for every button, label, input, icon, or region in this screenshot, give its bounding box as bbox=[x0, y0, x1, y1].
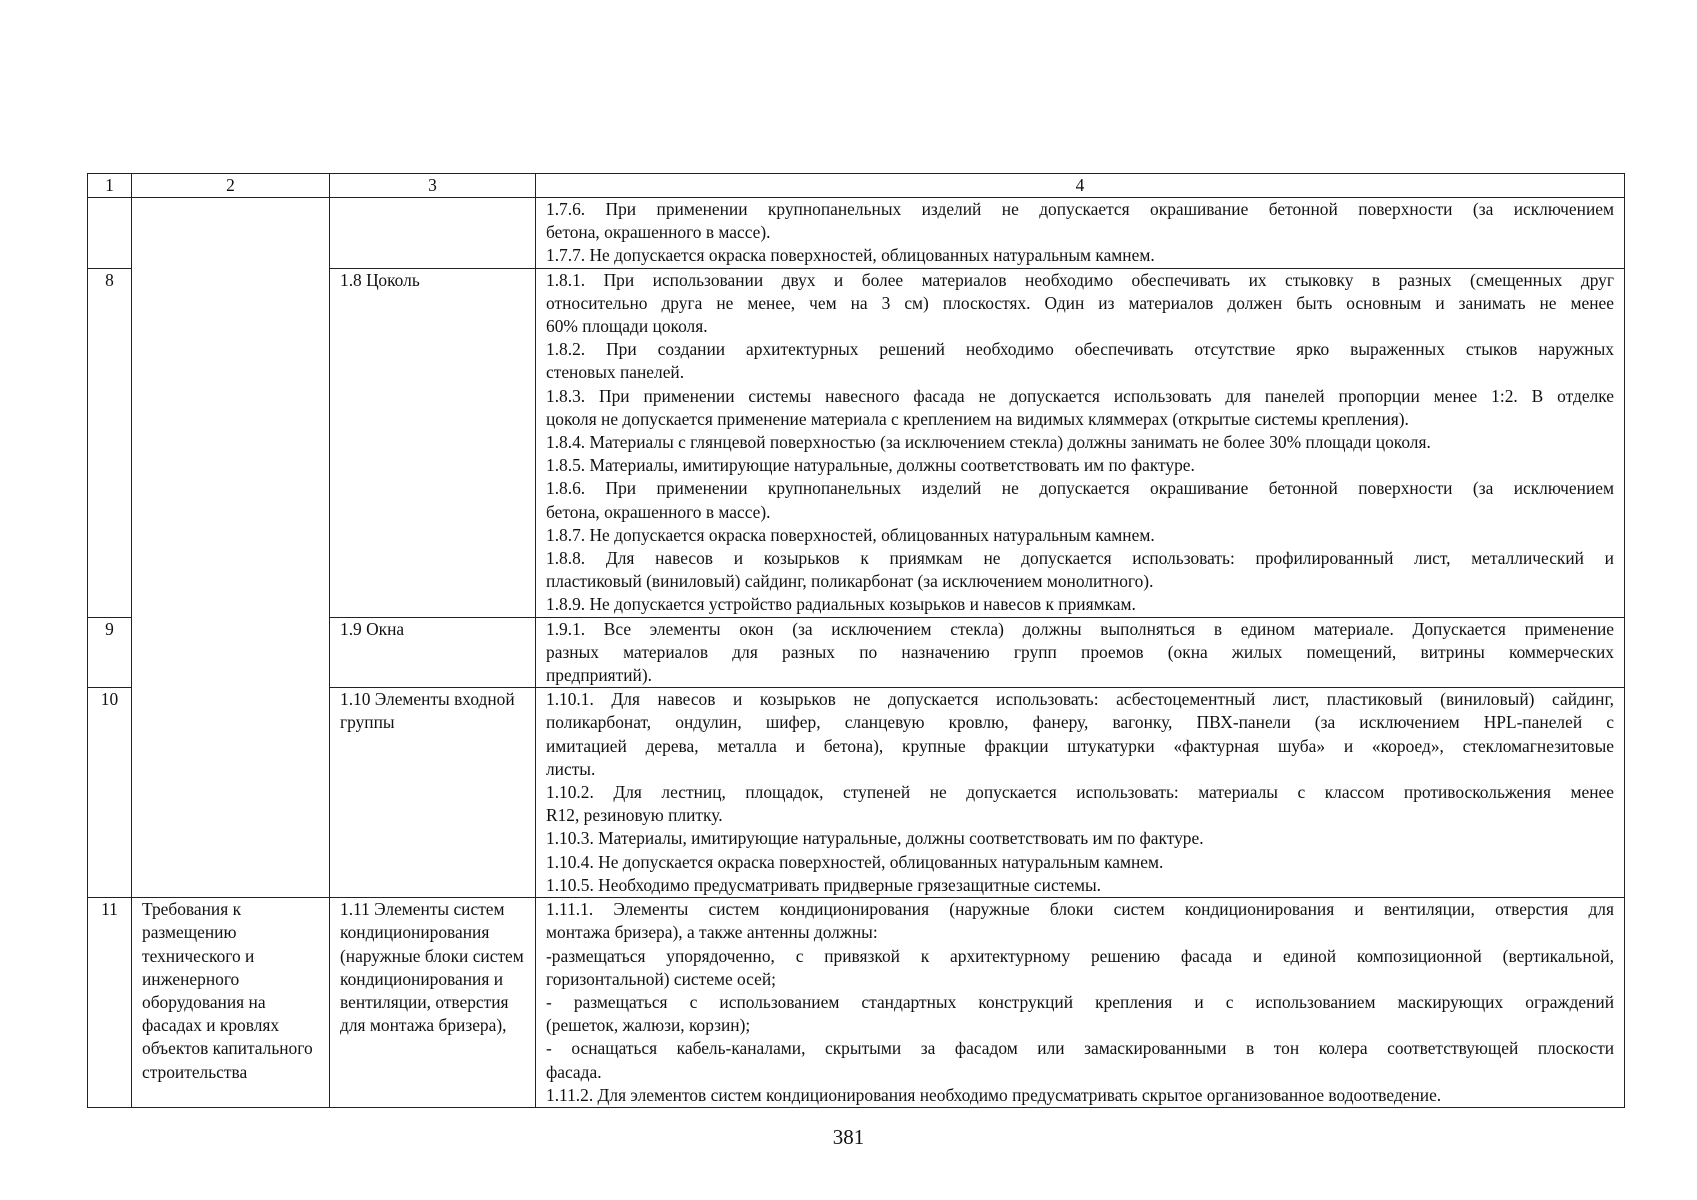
requirement-line: 1.8.4. Материалы с глянцевой поверхностью (за исключением стекла) должны занимать не более 30% площади цоколя. bbox=[546, 432, 1431, 453]
requirement-line: разных материалов для разных по назначению групп проемов (окна жилых помещений, витрины коммерческих bbox=[546, 641, 1614, 662]
requirement-line: 1.8.6. При применении крупнопанельных изделий не допускается окрашивание бетонной поверхности (за исключением bbox=[546, 478, 1614, 499]
requirement-line: горизонтальной) системе осей; bbox=[546, 968, 776, 989]
table-row bbox=[88, 198, 1625, 269]
table-row bbox=[88, 898, 1625, 1108]
requirement-line: цоколя не допускается применение материала с креплением на видимых кляммерах (открытые системы крепления). bbox=[546, 408, 1409, 429]
requirements-cell bbox=[536, 617, 1625, 688]
requirement-line: бетона, окрашенного в массе). bbox=[546, 501, 771, 522]
row-number: 9 bbox=[88, 617, 132, 688]
requirement-line: 1.7.6. При применении крупнопанельных изделий не допускается окрашивание бетонной поверхности (за исключением bbox=[546, 199, 1614, 219]
requirement-line: 1.10.2. Для лестниц, площадок, ступеней не допускается использовать: материалы с классом противоскольжения менее bbox=[546, 782, 1614, 803]
row-number: 10 bbox=[88, 688, 132, 898]
requirement-line: стеновых панелей. bbox=[546, 362, 685, 383]
section-cell bbox=[132, 198, 330, 898]
element-cell: 1.10 Элементы входной группы bbox=[330, 688, 536, 898]
section-cell: Требования к размещению технического и инженерного оборудования на фасадах и кровлях объектов капитального строительства bbox=[132, 898, 330, 1108]
header-col-4: 4 bbox=[536, 174, 1625, 198]
requirement-line: 1.8.1. При использовании двух и более материалов необходимо обеспечивать их стыковку в разных (смещенных друг bbox=[546, 269, 1614, 290]
header-col-2: 2 bbox=[132, 174, 330, 198]
requirement-line: относительно друга не менее, чем на 3 см) плоскостях. Один из материалов должен быть основным и занимать не менее bbox=[546, 292, 1614, 313]
header-row bbox=[88, 174, 1625, 198]
requirement-line: 1.8.9. Не допускается устройство радиальных козырьков и навесов к приямкам. bbox=[546, 594, 1136, 615]
requirement-line: -размещаться упорядоченно, с привязкой к архитектурному решению фасада и единой композиционной (вертикальной, bbox=[546, 945, 1614, 966]
page-number: 381 bbox=[832, 1125, 865, 1149]
requirement-line: 1.8.8. Для навесов и козырьков к приямкам не допускается использовать: профилированный лист, металлический и bbox=[546, 548, 1614, 569]
requirement-line: - оснащаться кабель-каналами, скрытыми за фасадом или замаскированными в тон колера соответствующей плоскости bbox=[546, 1038, 1614, 1059]
requirement-line: бетона, окрашенного в массе). bbox=[546, 222, 771, 243]
requirements-cell bbox=[536, 898, 1625, 1108]
element-cell bbox=[330, 198, 536, 269]
element-cell: 1.8 Цоколь bbox=[330, 268, 536, 617]
requirement-line: предприятий). bbox=[546, 665, 652, 686]
requirement-line: монтажа бризера), а также антенны должны: bbox=[546, 922, 878, 943]
requirement-line: (решеток, жалюзи, корзин); bbox=[546, 1015, 751, 1036]
requirement-line: 1.11.1. Элементы систем кондиционирования (наружные блоки систем кондиционирования и вентиляции, отверстия для bbox=[546, 899, 1614, 920]
element-cell: 1.9 Окна bbox=[330, 617, 536, 688]
requirement-line: 1.9.1. Все элементы окон (за исключением стекла) должны выполняться в едином материале. Допускается применение bbox=[546, 618, 1614, 639]
row-number: 11 bbox=[88, 898, 132, 1108]
row-number: 8 bbox=[88, 268, 132, 617]
requirement-line: 1.8.3. При применении системы навесного фасада не допускается использовать для панелей пропорции менее 1:2. В отделке bbox=[546, 385, 1614, 406]
requirement-line: 1.7.7. Не допускается окраска поверхностей, облицованных натуральным камнем. bbox=[546, 245, 1155, 266]
element-cell: 1.11 Элементы систем кондиционирования (наружные блоки систем кондиционирования и вентиляции, отверстия для монтажа бризера), bbox=[330, 898, 536, 1108]
requirement-line: 1.8.2. При создании архитектурных решений необходимо обеспечивать отсутствие ярко выраженных стыков наружных bbox=[546, 339, 1614, 360]
requirement-line: 1.8.7. Не допускается окраска поверхностей, облицованных натуральным камнем. bbox=[546, 524, 1155, 545]
requirement-line: поликарбонат, ондулин, шифер, сланцевую кровлю, фанеру, вагонку, ПВХ-панели (за исключением HPL-панелей с bbox=[546, 712, 1614, 733]
requirement-line: 1.10.5. Необходимо предусматривать придверные грязезащитные системы. bbox=[546, 874, 1102, 895]
requirement-line: 1.10.1. Для навесов и козырьков не допускается использовать: асбестоцементный лист, пластиковый (виниловый) сайдинг, bbox=[546, 689, 1614, 710]
requirement-line: R12, резиновую плитку. bbox=[546, 805, 723, 826]
requirements-cell bbox=[536, 268, 1625, 617]
requirements-cell bbox=[536, 688, 1625, 898]
requirement-line: фасада. bbox=[546, 1061, 602, 1082]
requirement-line: 1.10.3. Материалы, имитирующие натуральные, должны соответствовать им по фактуре. bbox=[546, 828, 1204, 849]
requirement-line: 1.8.5. Материалы, имитирующие натуральные, должны соответствовать им по фактуре. bbox=[546, 455, 1195, 476]
requirement-line: имитацией дерева, металла и бетона), крупные фракции штукатурки «фактурная шуба» и «короед», стекломагнезитовые bbox=[546, 735, 1614, 756]
header-col-3: 3 bbox=[330, 174, 536, 198]
requirement-line: 1.11.2. Для элементов систем кондиционирования необходимо предусматривать скрытое организованное водоотведение. bbox=[546, 1084, 1442, 1105]
requirements-table bbox=[87, 173, 1625, 1108]
requirements-cell bbox=[536, 198, 1625, 269]
row-number bbox=[88, 198, 132, 269]
header-col-1: 1 bbox=[88, 174, 132, 198]
requirement-line: 60% площади цоколя. bbox=[546, 316, 708, 337]
requirement-line: листы. bbox=[546, 758, 596, 779]
requirement-line: пластиковый (виниловый) сайдинг, поликарбонат (за исключением монолитного). bbox=[546, 571, 1154, 592]
requirement-line: - размещаться с использованием стандартных конструкций крепления и с использованием маскирующих ограждений bbox=[546, 991, 1614, 1012]
requirement-line: 1.10.4. Не допускается окраска поверхностей, облицованных натуральным камнем. bbox=[546, 851, 1164, 872]
